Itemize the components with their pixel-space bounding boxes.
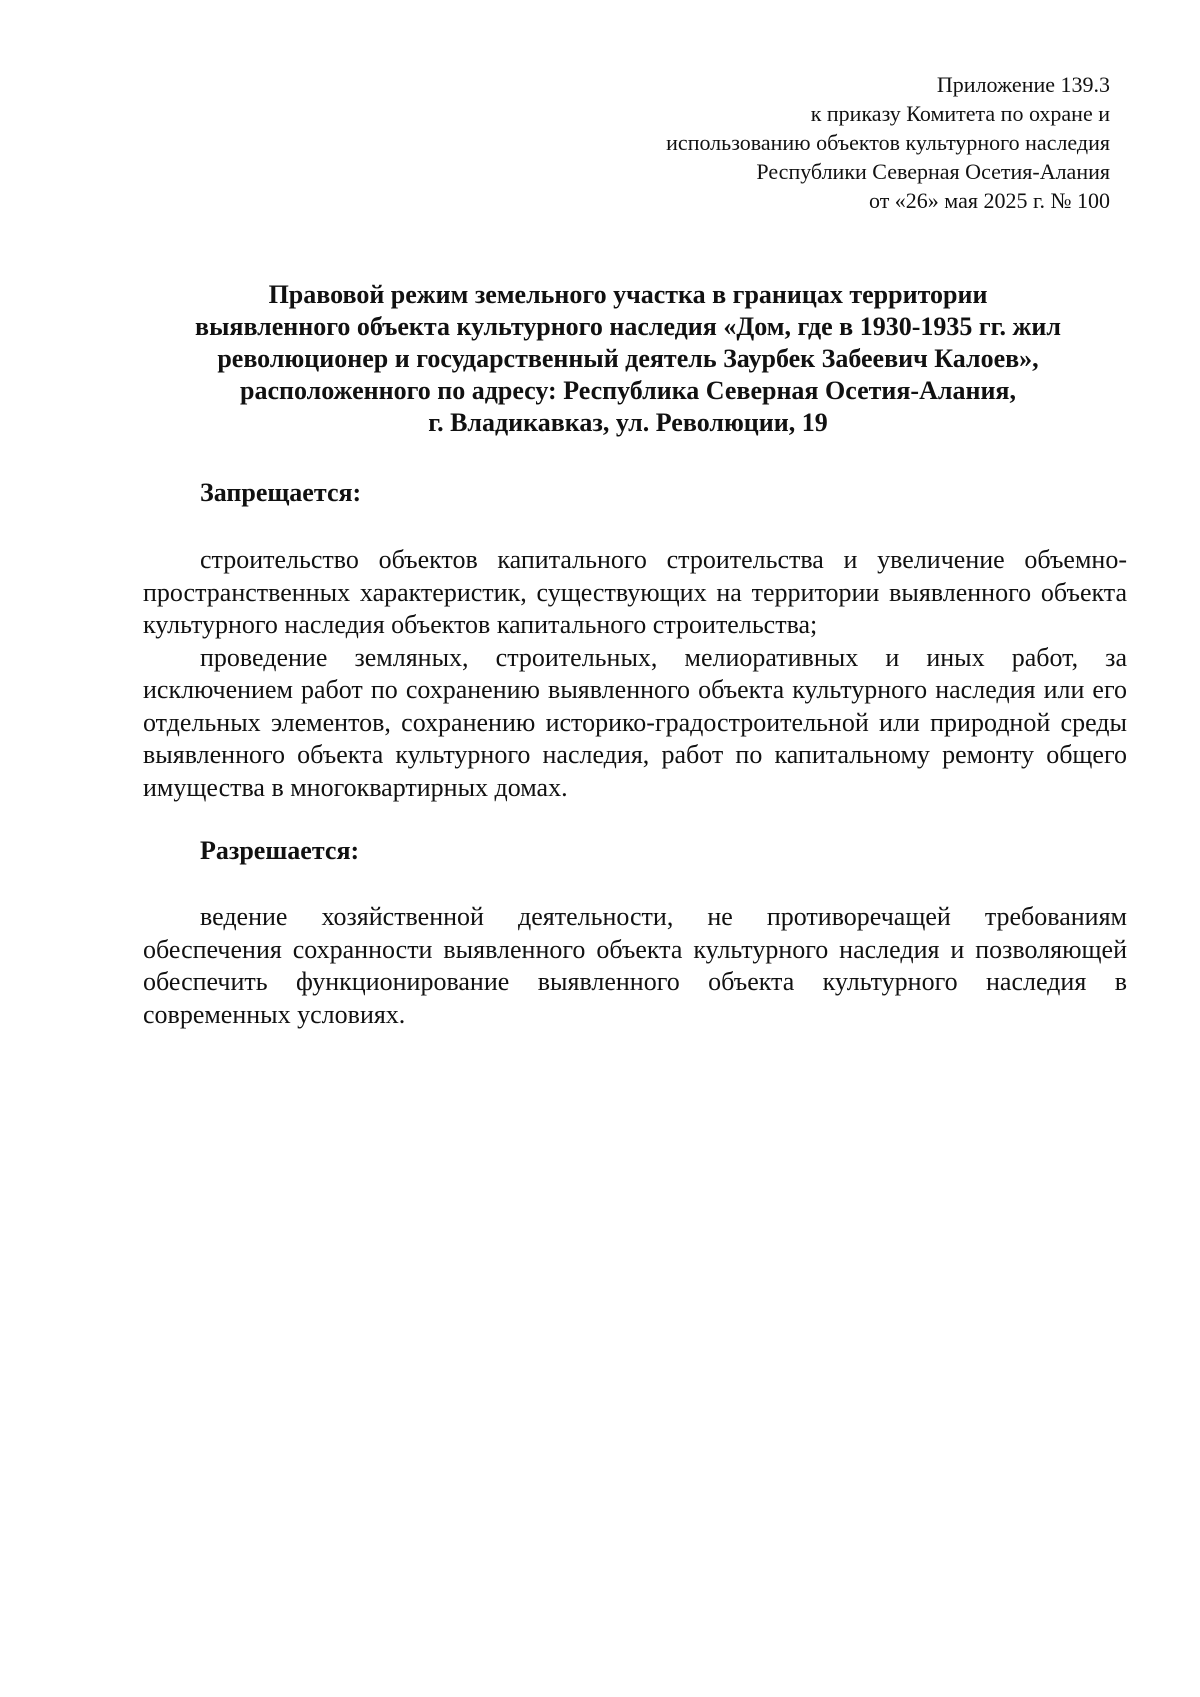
- prohibited-heading: Запрещается:: [200, 478, 362, 507]
- appendix-order-line: к приказу Комитета по охране и: [810, 101, 1110, 126]
- title-line: выявленного объекта культурного наследия «Дом, где в 1930-1935 гг. жил: [195, 312, 1061, 341]
- document-title: [143, 279, 1113, 439]
- prohibited-paragraph: проведение земляных, строительных, мелиоративных и иных работ, за исключением работ по сохранению выявленного объекта культурного наследия или его отдельных элементов, сохранению историко-градостроительной или природной среды выявленного объекта культурного наследия, работ по капитальному ремонту общего имущества в многоквартирных домах.: [143, 642, 1127, 802]
- title-line: Правовой режим земельного участка в границах территории: [268, 280, 988, 309]
- title-line: г. Владикавказ, ул. Революции, 19: [428, 408, 828, 437]
- title-line: расположенного по адресу: Республика Северная Осетия-Алания,: [239, 376, 1016, 405]
- allowed-paragraph: ведение хозяйственной деятельности, не противоречащей требованиям обеспечения сохранности выявленного объекта культурного наследия и позволяющей обеспечить функционирование выявленного объекта культурного наследия в современных условиях.: [143, 902, 1127, 1029]
- allowed-section: [143, 901, 1127, 1031]
- allowed-heading: Разрешается:: [200, 836, 360, 865]
- prohibited-paragraph: строительство объектов капитального строительства и увеличение объемно-пространственных характеристик, существующих на территории выявленного объекта культурного наследия объектов капитального строительства;: [143, 545, 1127, 639]
- appendix-order-line: Республики Северная Осетия-Алания: [756, 159, 1110, 184]
- appendix-header: [666, 70, 1110, 215]
- title-line: революционер и государственный деятель Заурбек Забеевич Калоев»,: [217, 344, 1039, 373]
- appendix-order-date: от «26» мая 2025 г. № 100: [868, 188, 1110, 213]
- appendix-number: Приложение 139.3: [936, 72, 1110, 97]
- appendix-order-line: использованию объектов культурного наследия: [666, 130, 1110, 155]
- prohibited-section: [143, 544, 1127, 804]
